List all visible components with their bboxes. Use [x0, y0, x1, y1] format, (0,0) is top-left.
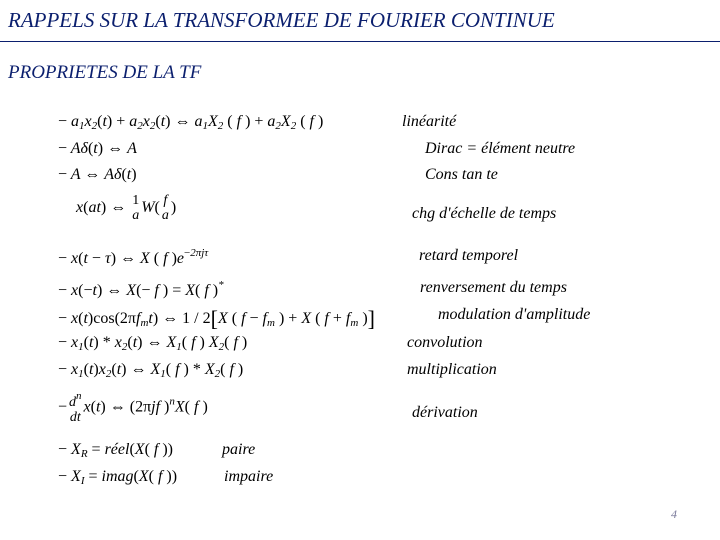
- property-label: convolution: [407, 334, 483, 351]
- section-heading: PROPRIETES DE LA TF: [8, 62, 202, 83]
- property-label: modulation d'amplitude: [438, 306, 591, 323]
- property-label: linéarité: [402, 113, 457, 130]
- equation-linearity: − $a_1x_2(t) + a_2x_2(t)$ ⇔ $a_1X_2$ ( f ) + $a_2X_2$ ( f ): [58, 113, 324, 132]
- property-label: Dirac = élément neutre: [425, 140, 576, 157]
- equation-modulation: − $x(t)\cos(2\pi f_mt)$ ⇔ 1 / 2[X ( $f - f_m$ ) + X ( $f + f_m$ )]: [58, 306, 375, 331]
- equation-real-part: − $X_R$ = réel(X( f )): [58, 441, 173, 460]
- equation-time-reversal: − x(−t) ⇔ X(− f ) = X( f )*: [58, 279, 224, 299]
- equation-derivative: − $d^n$ dt x(t) ⇔ (2πjf )$^n$X( f ): [58, 390, 208, 426]
- equation-imaginary-part: − $X_I$ = imag(X( f )): [58, 468, 178, 487]
- equation-multiplication: − $x_1(t)x_2(t)$ ⇔ $X_1$( f ) * $X_2$( f ): [58, 361, 244, 380]
- page-number: 4: [671, 507, 677, 521]
- property-label: Cons tan te: [425, 166, 498, 183]
- slide-title: RAPPELS SUR LA TRANSFORMEE DE FOURIER CONTINUE: [8, 8, 555, 32]
- property-label: multiplication: [407, 361, 497, 378]
- equation-convolution: − $x_1(t) * x_2(t)$ ⇔ $X_1$( f ) $X_2$( f ): [58, 334, 248, 353]
- property-label: retard temporel: [419, 247, 519, 264]
- equation-dirac: − Aδ(t) ⇔ A: [58, 140, 137, 157]
- property-label: impaire: [224, 468, 274, 485]
- property-label: renversement du temps: [420, 279, 567, 296]
- property-label: dérivation: [412, 404, 478, 421]
- property-label: paire: [222, 441, 256, 458]
- equation-constant: − A ⇔ Aδ(t): [58, 166, 137, 183]
- equation-time-scaling: x(at) ⇔ 1 a W( f a ): [76, 193, 177, 224]
- property-label: chg d'échelle de temps: [412, 205, 557, 222]
- title-divider: [0, 41, 720, 42]
- equation-time-delay: − x(t − τ) ⇔ X ( f )$e^{-2\pi j\tau}$: [58, 247, 209, 267]
